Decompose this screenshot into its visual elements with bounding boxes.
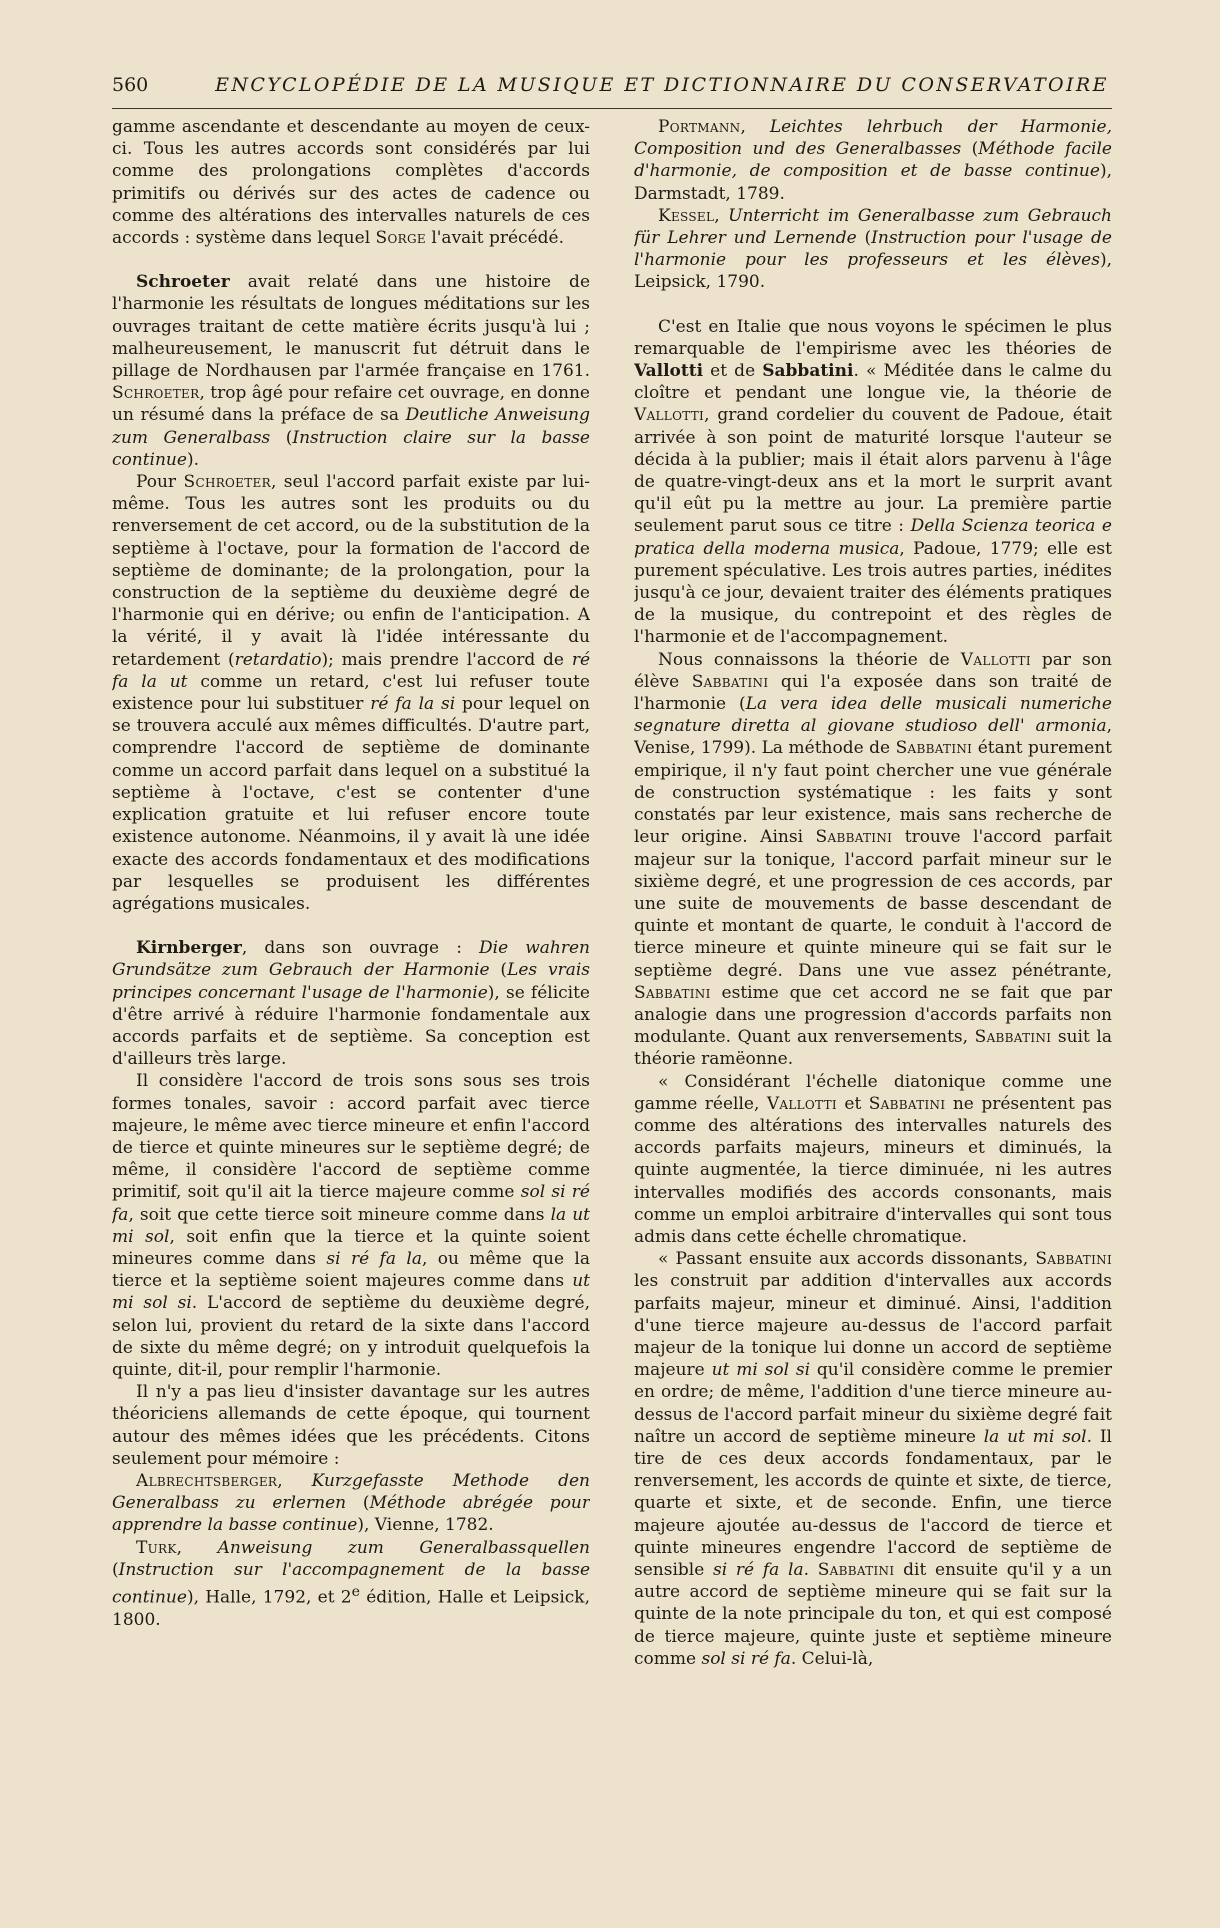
book-title: Deutliche Anweisung zum Generalbass <box>112 405 590 448</box>
author-name: Sabbatini <box>691 671 769 692</box>
paragraph: Nous connaissons la théorie de Vallotti par son élève Sabbatini qui l'a exposée dans son traité de l'harmonie (La vera idea delle musicali numeriche segnature diretta al giovane studioso dell' armonia, Venise, 1799). La méthode de Sabbatini étant purement empirique, il n'y faut point chercher une vue générale de construction systématique : les faits y sont constatés par leur existence, mais sans recherche de leur origine. Ainsi Sabbatini trouve l'accord parfait majeur sur la tonique, l'accord parfait mineur sur le sixième degré, et une progression de ces accords, par une suite de mouvements de basse descendant de quinte et montant de quarte, le conduit à l'accord de tierce mineure et quinte mineure qui se fait sur le septième degré. Dans une vue assez pénétrante, Sabbatini estime que cet accord ne se fait que par analogie dans une progression d'accords parfaits non modulante. Quant aux renversements, Sabbatini suit la théorie ramëonne. <box>634 649 1112 1070</box>
bibliography-entry: Portmann, Leichtes lehrbuch der Harmonie, Composition und des Generalbasses (Méthode facile d'harmonie, de composition et de basse continue), Darmstadt, 1789. <box>634 117 1112 204</box>
author-name: Portmann <box>658 117 741 137</box>
running-title: ENCYCLOPÉDIE DE LA MUSIQUE ET DICTIONNAIRE DU CONSERVATOIRE <box>215 74 1109 96</box>
author-name: Vallotti <box>766 1093 837 1114</box>
paragraph: Pour Schroeter, seul l'accord parfait existe par lui-même. Tous les autres sont les produits ou du renversement de cet accord, ou de la substitution de la septième à l'octave, pour la formation de l'accord de septième de dominante; de la prolongation, pour la construction de la septième du deuxième degré de l'harmonie qui en dérive; ou enfin de l'anticipation. A la vérité, il y avait là l'idée intéressante du retardement (retardatio); mais prendre l'accord de ré fa la ut comme un retard, c'est lui refuser toute existence pour lui substituer ré fa la si pour lequel on se trouvera acculé aux mêmes difficultés. D'autre part, comprendre l'accord de septième de dominante comme un accord parfait dans lequel on a substitué la septième à l'octave, c'est se contenter d'une explication gratuite et lui refuser encore toute existence autonome. Néanmoins, il y avait là une idée exacte des accords fondamentaux et des modifications par lesquelles se produisent les différentes agrégations musicales. <box>112 472 590 914</box>
header-rule <box>112 108 1112 109</box>
author-name: Vallotti <box>634 361 704 382</box>
author-name: Sabbatini <box>868 1093 946 1114</box>
paragraph: Schroeter avait relaté dans une histoire de l'harmonie les résultats de longues méditations sur les ouvrages traitant de cette matière écrits jusqu'à lui ; malheureusement, le manuscrit fut détruit dans le pillage de Nordhausen par l'armée française en 1761. Schroeter, trop âgé pour refaire cet ouvrage, en donne un résumé dans la préface de sa Deutliche Anweisung zum Generalbass (Instruction claire sur la basse continue). <box>112 272 590 470</box>
book-title-translation: Méthode abrégée pour apprendre la basse continue <box>112 1493 590 1536</box>
page-number: 560 <box>112 74 149 96</box>
book-title: Unterricht im Generalbasse zum Gebrauch für Lehrer und Lernende <box>634 205 1112 249</box>
bibliography-entry: Turk, Anweisung zum Generalbassquellen (Instruction sur l'accompagnement de la basse continue), Halle, 1792, et 2e édition, Halle et Leipsick, 1800. <box>112 1537 590 1630</box>
author-name: Sabbatini <box>762 361 854 382</box>
author-name: Turk <box>136 1537 177 1558</box>
bibliography-entry: Kessel, Unterricht im Generalbasse zum Gebrauch für Lehrer und Lernende (Instruction pour l'usage de l'harmonie pour les professeurs et les élèves), Leipsick, 1790. <box>634 205 1112 293</box>
book-title: La vera idea delle musicali numeriche segnature diretta al giovane studioso dell' armonia <box>634 694 1112 737</box>
author-name: Sabbatini <box>815 827 893 848</box>
paragraph: C'est en Italie que nous voyons le spécimen le plus remarquable de l'empirisme avec les théories de Vallotti et de Sabbatini. « Méditée dans le calme du cloître et pendant une longue vie, la théorie de Vallotti, grand cordelier du couvent de Padoue, était arrivée à son point de maturité lorsque l'auteur se décida à la publier; mais il était alors parvenu à l'âge de quatre-vingt-deux ans et la mort le surprit avant qu'il eût pu la mettre au jour. La première partie seulement parut sous ce titre : Della Scienza teorica e pratica della moderna musica, Padoue, 1779; elle est purement spéculative. Les trois autres parties, inédites jusqu'à ce jour, devaient traiter des éléments pratiques de la musique, du contrepoint et des règles de l'harmonie et de l'accompagnement. <box>634 316 1112 648</box>
author-name: Kirnberger <box>136 938 242 959</box>
book-title: Anweisung zum Generalbassquellen <box>217 1537 590 1558</box>
author-name: Sabbatini <box>817 1560 895 1580</box>
author-name: Sabbatini <box>1035 1249 1112 1270</box>
author-name: Vallotti <box>634 405 705 426</box>
bibliography-entry: Albrechtsberger, Kurzgefasste Methode den Generalbass zu erlernen (Méthode abrégée pour apprendre la basse continue), Vienne, 1782. <box>112 1470 590 1536</box>
paragraph: Il considère l'accord de trois sons sous ses trois formes tonales, savoir : accord parfait avec tierce majeure, le même avec tierce mineure et enfin l'accord de tierce et quinte mineures sur le septième degré; de même, il considère l'accord de septième comme primitif, soit qu'il ait la tierce majeure comme sol si ré fa, soit que cette tierce soit mineure comme dans la ut mi sol, soit enfin que la tierce et la quinte soient mineures comme dans si ré fa la, ou même que la tierce et la septième soient majeures comme dans ut mi sol si. L'accord de septième du deuxième degré, selon lui, provient du retard de la sixte dans l'accord de sixte du même degré; on y introduit quelquefois la quinte, dit-il, pour remplir l'harmonie. <box>112 1071 590 1380</box>
author-name: Sabbatini <box>634 982 711 1003</box>
author-name: Albrechtsberger <box>136 1470 278 1491</box>
paragraph: « Considérant l'échelle diatonique comme une gamme réelle, Vallotti et Sabbatini ne présentent pas comme des altérations des intervalles naturels des accords parfaits majeurs, mineurs et diminués, la quinte augmentée, la tierce diminuée, ni les autres intervalles modifiés des accords consonants, mais comme un emploi arbitraire d'intervalles qui sont tous admis dans cette échelle chromatique. <box>634 1071 1112 1247</box>
author-name: Sorge <box>375 228 426 249</box>
book-title: Della Scienza teorica e pratica della moderna musica <box>634 516 1112 559</box>
book-title: Die wahren Grundsätze zum Gebrauch der Harmonie <box>112 938 590 981</box>
book-title-translation: Instruction pour l'usage de l'harmonie pour les professeurs et les élèves <box>634 228 1112 271</box>
author-name: Vallotti <box>960 649 1031 670</box>
book-title: Leichtes lehrbuch der Harmonie, Composition und des Generalbasses <box>634 117 1112 160</box>
left-column <box>112 116 590 1906</box>
book-title-translation: Les vrais principes concernant l'usage de l'harmonie <box>112 960 590 1003</box>
author-name: Sabbatini <box>974 1027 1052 1048</box>
right-column <box>634 116 1112 1906</box>
book-title-translation: Méthode facile d'harmonie, de composition et de basse continue <box>634 139 1112 182</box>
paragraph: Il n'y a pas lieu d'insister davantage sur les autres théoriciens allemands de cette époque, qui tournent autour des mêmes idées que les précédents. Citons seulement pour mémoire : <box>112 1382 590 1469</box>
author-name: Kessel <box>658 205 715 226</box>
author-name: Schroeter <box>136 272 230 293</box>
paragraph: « Passant ensuite aux accords dissonants, Sabbatini les construit par addition d'intervalles aux accords parfaits majeur, mineur et diminué. Ainsi, l'addition d'une tierce majeure au-dessus de l'accord parfait majeur de la tonique lui donne un accord de septième majeure ut mi sol si qu'il considère comme le premier en ordre; de même, l'addition d'une tierce mineure au-dessus de l'accord parfait mineur du sixième degré fait naître un accord de septième mineure la ut mi sol. Il tire de ces deux accords fondamentaux, par le renversement, les accords de quinte et sixte, de tierce, quarte et sixte, et de seconde. Enfin, une tierce majeure ajoutée au-dessus de l'accord de tierce et quinte mineures engendre l'accord de septième de sensible si ré fa la. Sabbatini dit ensuite qu'il y a un autre accord de septième mineure qui se fait sur la quinte de la note principale du ton, et qui est composé de tierce majeure, quinte juste et septième mineure comme sol si ré fa. Celui-là, <box>634 1249 1112 1669</box>
author-name: Sabbatini <box>895 738 973 759</box>
book-title: Kurzgefasste Methode den Generalbass zu erlernen <box>112 1470 590 1514</box>
author-name: Schroeter <box>112 383 200 404</box>
page-header <box>112 74 1112 104</box>
book-title-translation: Instruction sur l'accompagnement de la basse continue <box>112 1559 590 1608</box>
paragraph: Kirnberger, dans son ouvrage : Die wahren Grundsätze zum Gebrauch der Harmonie (Les vrais principes concernant l'usage de l'harmonie), se félicite d'être arrivé à réduire l'harmonie fondamentale aux accords parfaits et de septième. Sa conception est d'ailleurs très large. <box>112 938 590 1070</box>
paragraph: gamme ascendante et descendante au moyen de ceux-ci. Tous les autres accords sont considérés par lui comme des prolongations complètes d'accords primitifs ou dérivés sur des actes de cadence ou comme des altérations des intervalles naturels de ces accords : système dans lequel Sorge l'avait précédé. <box>112 117 590 249</box>
author-name: Schroeter <box>183 472 271 493</box>
book-title-translation: Instruction claire sur la basse continue <box>112 427 590 470</box>
